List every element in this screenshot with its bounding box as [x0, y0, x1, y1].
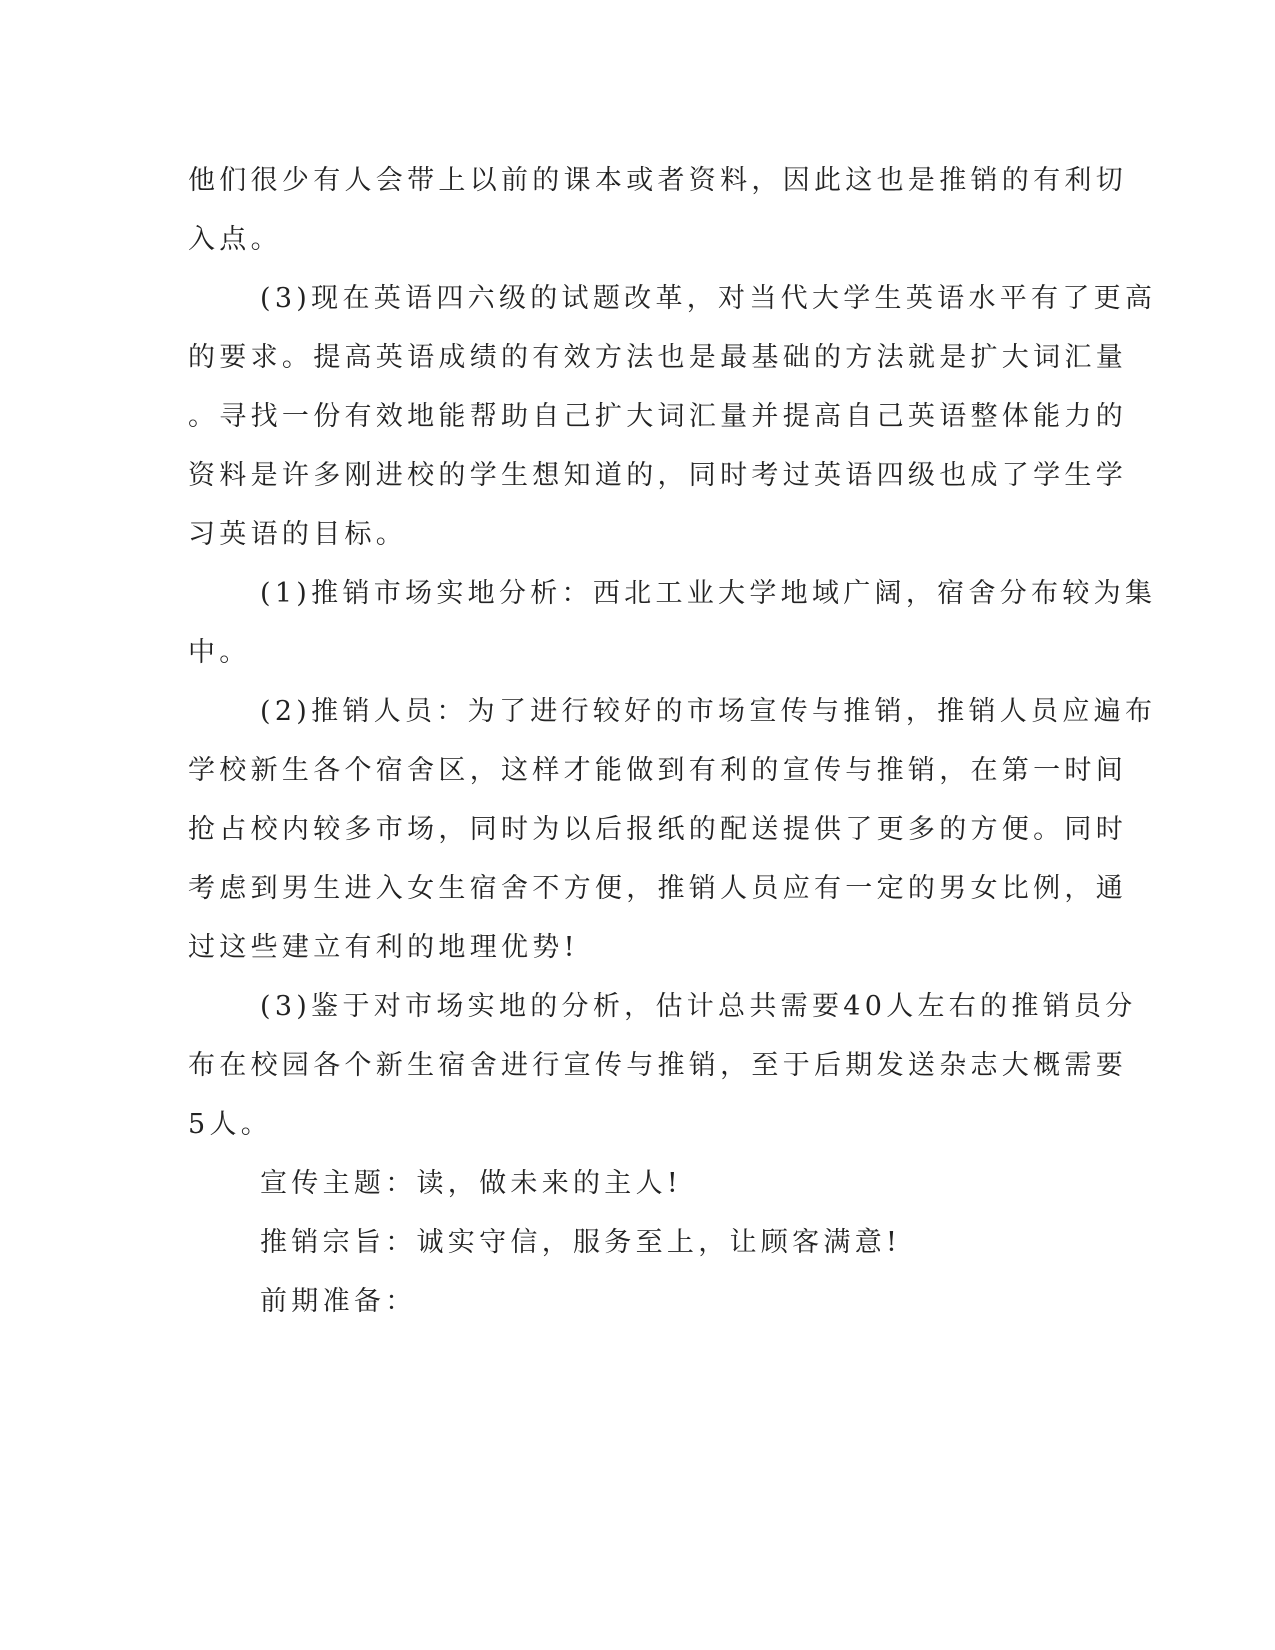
text-line: 资料是许多刚进校的学生想知道的，同时考过英语四级也成了学生学 [188, 460, 1127, 491]
paragraph-start-line: (3)现在英语四六级的试题改革，对当代大学生英语水平有了更高 [260, 283, 1157, 314]
text-line: 过这些建立有利的地理优势! [188, 932, 579, 963]
preparation-heading: 前期准备： [260, 1286, 417, 1317]
paragraph-start-line: (1)推销市场实地分析：西北工业大学地域广阔，宿舍分布较为集 [260, 578, 1157, 609]
text-line: 抢占校内较多市场，同时为以后报纸的配送提供了更多的方便。同时 [188, 814, 1127, 845]
text-line: 5人。 [188, 1109, 273, 1140]
sales-motto-line: 推销宗旨：诚实守信，服务至上，让顾客满意! [260, 1227, 902, 1258]
promo-theme-line: 宣传主题：读，做未来的主人! [260, 1168, 683, 1199]
text-line: 习英语的目标。 [188, 519, 408, 550]
text-line: 布在校园各个新生宿舍进行宣传与推销，至于后期发送杂志大概需要 [188, 1050, 1127, 1081]
text-line: 学校新生各个宿舍区，这样才能做到有利的宣传与推销，在第一时间 [188, 755, 1127, 786]
text-line: 的要求。提高英语成绩的有效方法也是最基础的方法就是扩大词汇量 [188, 342, 1127, 373]
paragraph-start-line: (3)鉴于对市场实地的分析，估计总共需要40人左右的推销员分 [260, 991, 1137, 1022]
text-line: 入点。 [188, 224, 282, 255]
text-line: 他们很少有人会带上以前的课本或者资料，因此这也是推销的有利切 [188, 165, 1127, 196]
text-line: 。寻找一份有效地能帮助自己扩大词汇量并提高自己英语整体能力的 [188, 401, 1127, 432]
paragraph-start-line: (2)推销人员：为了进行较好的市场宣传与推销，推销人员应遍布 [260, 696, 1157, 727]
text-line: 中。 [188, 637, 251, 668]
text-line: 考虑到男生进入女生宿舍不方便，推销人员应有一定的男女比例，通 [188, 873, 1127, 904]
